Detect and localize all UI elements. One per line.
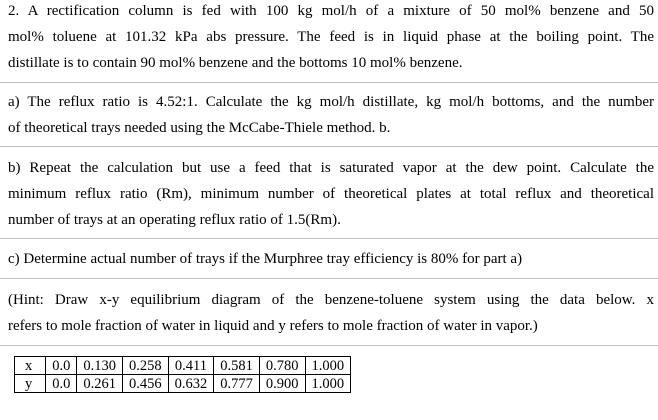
divider <box>0 146 658 147</box>
x-label-cell: x <box>15 357 46 375</box>
table-row-x <box>15 357 351 375</box>
y-value-cell: 0.777 <box>214 375 260 393</box>
part-b-line-1: b) Repeat the calculation but use a feed that is saturated vapor at the dew point. Calculate the <box>8 160 654 176</box>
x-value-cell: 0.581 <box>214 357 260 375</box>
x-value-cell: 0.130 <box>77 357 123 375</box>
y-value-cell: 0.632 <box>168 375 214 393</box>
x-value-cell: 0.258 <box>123 357 169 375</box>
hint-line-2: refers to mole fraction of water in liquid and y refers to mole fraction of water in vapor.) <box>8 318 538 334</box>
x-value-cell: 0.411 <box>168 357 214 375</box>
table-row-y <box>15 375 351 393</box>
part-a-line-2: of theoretical trays needed using the McCabe-Thiele method. b. <box>8 120 391 136</box>
part-c-line-1: c) Determine actual number of trays if the Murphree tray efficiency is 80% for part a) <box>8 251 523 267</box>
intro-line-2: mol% toluene at 101.32 kPa abs pressure. The feed is in liquid phase at the boiling point. The <box>8 29 654 45</box>
intro-line-3: distillate is to contain 90 mol% benzene and the bottoms 10 mol% benzene. <box>8 55 463 71</box>
divider <box>0 238 658 239</box>
x-value-cell: 0.0 <box>46 357 77 375</box>
divider <box>0 278 658 279</box>
part-b-line-2: minimum reflux ratio (Rm), minimum number of theoretical plates at total reflux and theoretical <box>8 186 654 202</box>
divider <box>0 82 658 83</box>
part-a-line-1: a) The reflux ratio is 4.52:1. Calculate the kg mol/h distillate, kg mol/h bottoms, and the number <box>8 94 654 110</box>
y-value-cell: 1.000 <box>305 375 351 393</box>
x-value-cell: 0.780 <box>259 357 305 375</box>
divider <box>0 345 658 346</box>
x-value-cell: 1.000 <box>305 357 351 375</box>
y-value-cell: 0.900 <box>259 375 305 393</box>
y-label-cell: y <box>15 375 46 393</box>
hint-line-1: (Hint: Draw x-y equilibrium diagram of the benzene-toluene system using the data below. x <box>8 292 654 308</box>
equilibrium-data-table <box>14 356 351 393</box>
y-value-cell: 0.261 <box>77 375 123 393</box>
intro-line-1: 2. A rectification column is fed with 100 kg mol/h of a mixture of 50 mol% benzene and 50 <box>8 3 654 19</box>
y-value-cell: 0.0 <box>46 375 77 393</box>
part-b-line-3: number of trays at an operating reflux ratio of 1.5(Rm). <box>8 212 341 228</box>
y-value-cell: 0.456 <box>123 375 169 393</box>
